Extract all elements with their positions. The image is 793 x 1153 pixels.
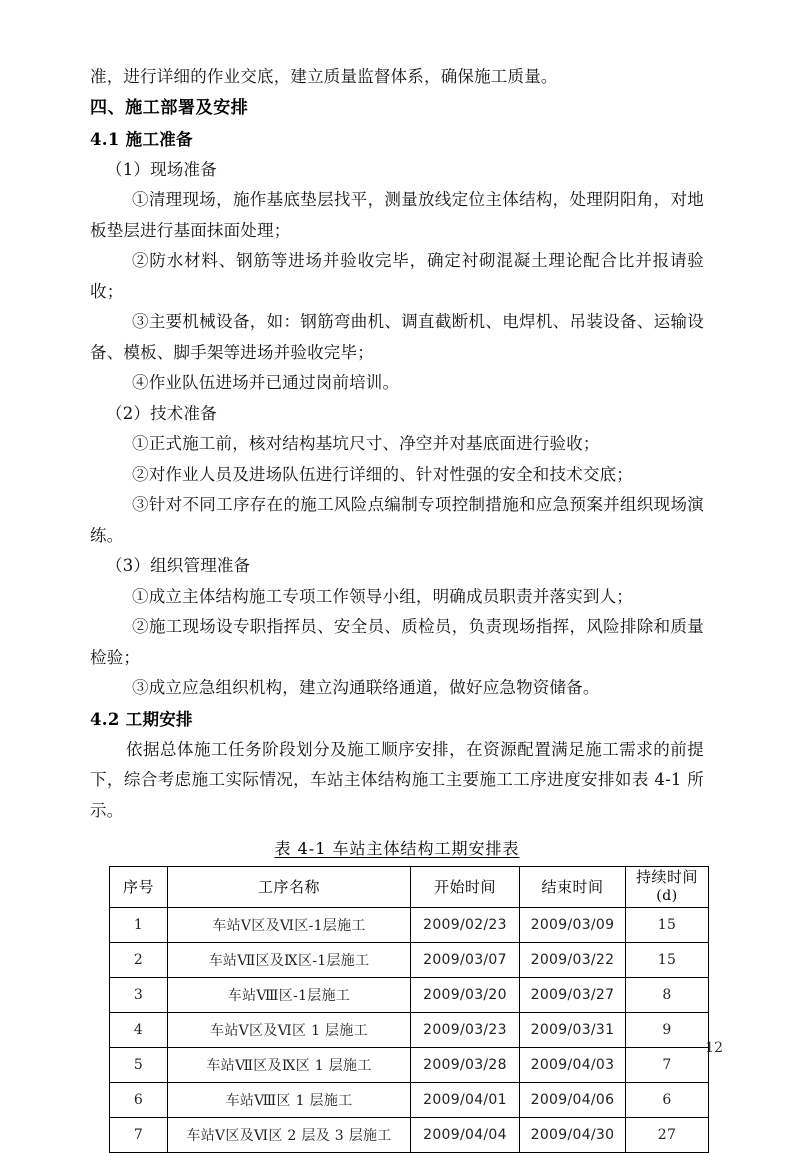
cell-duration: 27	[626, 1118, 709, 1153]
cell-name: 车站Ⅴ区及Ⅵ区 2 层及 3 层施工	[168, 1118, 411, 1153]
list-item: ②施工现场设专职指挥员、安全员、质检员，负责现场指挥，风险排除和质量检验；	[90, 617, 704, 667]
cell-start: 2009/04/01	[411, 1083, 520, 1118]
cell-end: 2009/03/09	[520, 908, 626, 943]
cell-no: 7	[110, 1118, 168, 1153]
cell-duration: 7	[626, 1048, 709, 1083]
cell-end: 2009/03/22	[520, 943, 626, 978]
column-header-name: 工序名称	[168, 867, 411, 908]
cell-duration: 15	[626, 943, 709, 978]
table-header-row	[110, 867, 709, 908]
cell-no: 2	[110, 943, 168, 978]
table-caption	[90, 835, 704, 863]
cell-no: 6	[110, 1083, 168, 1118]
cell-start: 2009/03/07	[411, 943, 520, 978]
column-header-duration-line2: (d)	[656, 888, 678, 904]
cell-start: 2009/03/28	[411, 1048, 520, 1083]
page-number: 12	[705, 1040, 723, 1056]
cell-no: 1	[110, 908, 168, 943]
table-body	[110, 908, 709, 1153]
list-item: ③针对不同工序存在的施工风险点编制专项控制措施和应急预案并组织现场演练。	[90, 495, 704, 545]
group-label-1: （1）现场准备	[106, 159, 217, 179]
list-item: ②对作业人员及进场队伍进行详细的、针对性强的安全和技术交底；	[132, 464, 633, 484]
table-caption-text: 表 4-1 车站主体结构工期安排表	[274, 839, 520, 858]
table-row	[110, 1118, 709, 1153]
cell-name: 车站Ⅶ区及Ⅸ区 1 层施工	[168, 1048, 411, 1083]
cell-start: 2009/04/04	[411, 1118, 520, 1153]
group-label-2: （2）技术准备	[106, 403, 217, 423]
table-row	[110, 908, 709, 943]
cell-name: 车站Ⅶ区及Ⅸ区-1层施工	[168, 943, 411, 978]
column-header-duration	[626, 867, 709, 908]
cell-no: 5	[110, 1048, 168, 1083]
cell-start: 2009/03/23	[411, 1013, 520, 1048]
list-item: ①成立主体结构施工专项工作领导小组，明确成员职责并落实到人；	[132, 586, 633, 606]
cell-end: 2009/03/31	[520, 1013, 626, 1048]
table-row	[110, 978, 709, 1013]
column-header-duration-line1: 持续时间	[635, 868, 698, 886]
cell-no: 4	[110, 1013, 168, 1048]
cell-end: 2009/04/30	[520, 1118, 626, 1153]
list-item: ①正式施工前，核对结构基坑尺寸、净空并对基底面进行验收；	[132, 434, 600, 453]
section-heading-major: 四、施工部署及安排	[90, 97, 249, 118]
page-content	[90, 62, 704, 1153]
cell-name: 车站Ⅴ区及Ⅵ区 1 层施工	[168, 1013, 411, 1048]
group-label-3: （3）组织管理准备	[106, 556, 251, 575]
cell-duration: 15	[626, 908, 709, 943]
section-4-2-paragraph: 依据总体施工任务阶段划分及施工顺序安排，在资源配置满足施工需求的前提下，综合考虑施工实际情况，车站主体结构施工主要施工工序进度安排如表 4-1 所示。	[90, 739, 704, 820]
cell-end: 2009/03/27	[520, 978, 626, 1013]
cell-name: 车站Ⅴ区及Ⅵ区-1层施工	[168, 908, 411, 943]
table-row	[110, 1083, 709, 1118]
list-item: ③主要机械设备，如：钢筋弯曲机、调直截断机、电焊机、吊装设备、运输设备、模板、脚手架等进场并验收完毕；	[90, 312, 704, 362]
table-header	[110, 867, 709, 908]
column-header-start: 开始时间	[411, 867, 520, 908]
table-row	[110, 943, 709, 978]
cell-start: 2009/02/23	[411, 908, 520, 943]
schedule-table	[109, 866, 709, 1153]
cell-end: 2009/04/06	[520, 1083, 626, 1118]
cell-duration: 9	[626, 1013, 709, 1048]
cell-duration: 6	[626, 1083, 709, 1118]
section-heading-4-2: 4.2 工期安排	[90, 709, 193, 729]
column-header-end: 结束时间	[520, 867, 626, 908]
section-heading-4-1: 4.1 施工准备	[90, 129, 193, 149]
list-item: ③成立应急组织机构，建立沟通联络通道，做好应急物资储备。	[132, 678, 600, 697]
list-item: ②防水材料、钢筋等进场并验收完毕，确定衬砌混凝土理论配合比并报请验收；	[90, 251, 704, 301]
column-header-no: 序号	[110, 867, 168, 908]
cell-duration: 8	[626, 978, 709, 1013]
cell-name: 车站Ⅷ区-1层施工	[168, 978, 411, 1013]
cell-no: 3	[110, 978, 168, 1013]
cell-end: 2009/04/03	[520, 1048, 626, 1083]
continued-paragraph: 准，进行详细的作业交底，建立质量监督体系，确保施工质量。	[90, 67, 558, 86]
list-item: ①清理现场，施作基底垫层找平，测量放线定位主体结构，处理阴阳角，对地板垫层进行基面抹面处理；	[90, 190, 704, 240]
list-item: ④作业队伍进场并已通过岗前培训。	[132, 373, 400, 392]
cell-name: 车站Ⅷ区 1 层施工	[168, 1083, 411, 1118]
cell-start: 2009/03/20	[411, 978, 520, 1013]
